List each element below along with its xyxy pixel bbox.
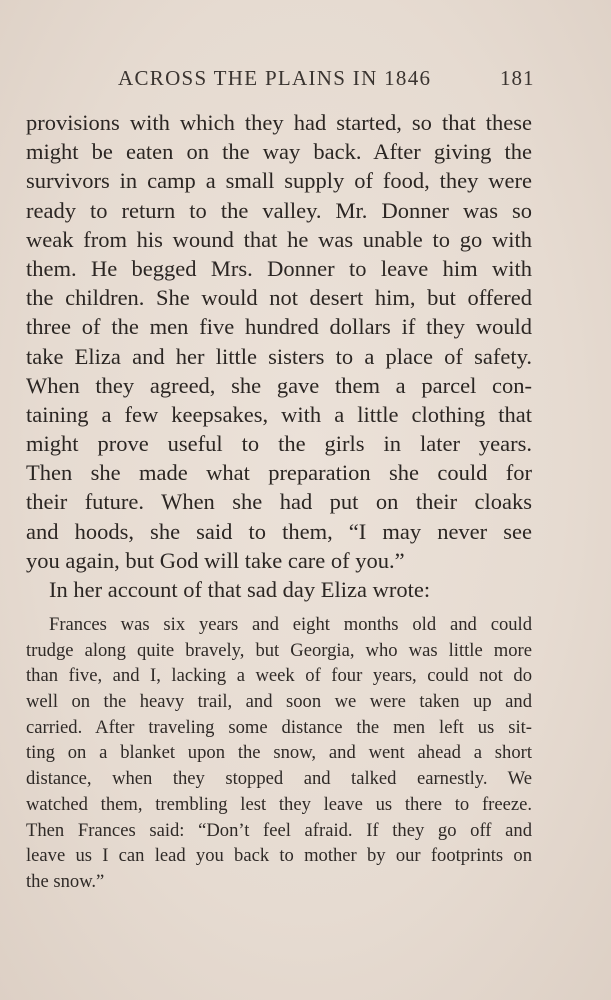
- quote-line: Then Frances said: “Don’t feel afraid. If they go off and: [26, 819, 532, 841]
- quote-line: ting on a blanket upon the snow, and went ahead a short: [26, 742, 532, 764]
- text-line: weak from his wound that he was unable to go with: [26, 226, 532, 252]
- quote-line: well on the heavy trail, and soon we were taken up and: [26, 691, 532, 713]
- text-line: ready to return to the valley. Mr. Donner was so: [26, 197, 532, 223]
- quote-line: watched them, trembling lest they leave us there to freeze.: [26, 793, 532, 815]
- quote-line: the snow.”: [26, 870, 105, 892]
- text-line: When they agreed, she gave them a parcel con-: [26, 372, 532, 398]
- page-header: [26, 66, 535, 100]
- running-head: ACROSS THE PLAINS IN 1846: [118, 66, 432, 90]
- text-line: the children. She would not desert him, but offered: [26, 285, 532, 311]
- block-quote: [26, 612, 532, 895]
- text-line: three of the men five hundred dollars if they would: [26, 314, 532, 340]
- quote-line: distance, when they stopped and talked earnestly. We: [26, 768, 532, 790]
- page-number: 181: [500, 66, 535, 90]
- text-line: taining a few keepsakes, with a little clothing that: [26, 401, 532, 427]
- text-line: take Eliza and her little sisters to a place of safety.: [26, 343, 532, 369]
- text-line: their future. When she had put on their cloaks: [26, 489, 532, 515]
- text-line: Then she made what preparation she could for: [26, 460, 532, 486]
- text-line: you again, but God will take care of you.”: [26, 547, 405, 573]
- quote-line: leave us I can lead you back to mother by our footprints on: [26, 845, 532, 867]
- text-line: provisions with which they had started, so that these: [26, 110, 532, 135]
- quote-line: Frances was six years and eight months old and could: [49, 614, 532, 635]
- text-line: might be eaten on the way back. After giving the: [26, 139, 532, 165]
- body-text: [26, 108, 532, 605]
- text-line: might prove useful to the girls in later years.: [26, 431, 532, 457]
- quote-line: than five, and I, lacking a week of four years, could not do: [26, 665, 532, 687]
- intro-line: In her account of that sad day Eliza wrote:: [49, 577, 431, 602]
- text-line: and hoods, she said to them, “I may never see: [26, 518, 532, 544]
- text-line: them. He begged Mrs. Donner to leave him with: [26, 255, 532, 281]
- quote-line: carried. After traveling some distance the men left us sit-: [26, 716, 532, 738]
- quote-line: trudge along quite bravely, but Georgia, who was little more: [26, 639, 532, 661]
- text-line: survivors in camp a small supply of food, they were: [26, 168, 532, 194]
